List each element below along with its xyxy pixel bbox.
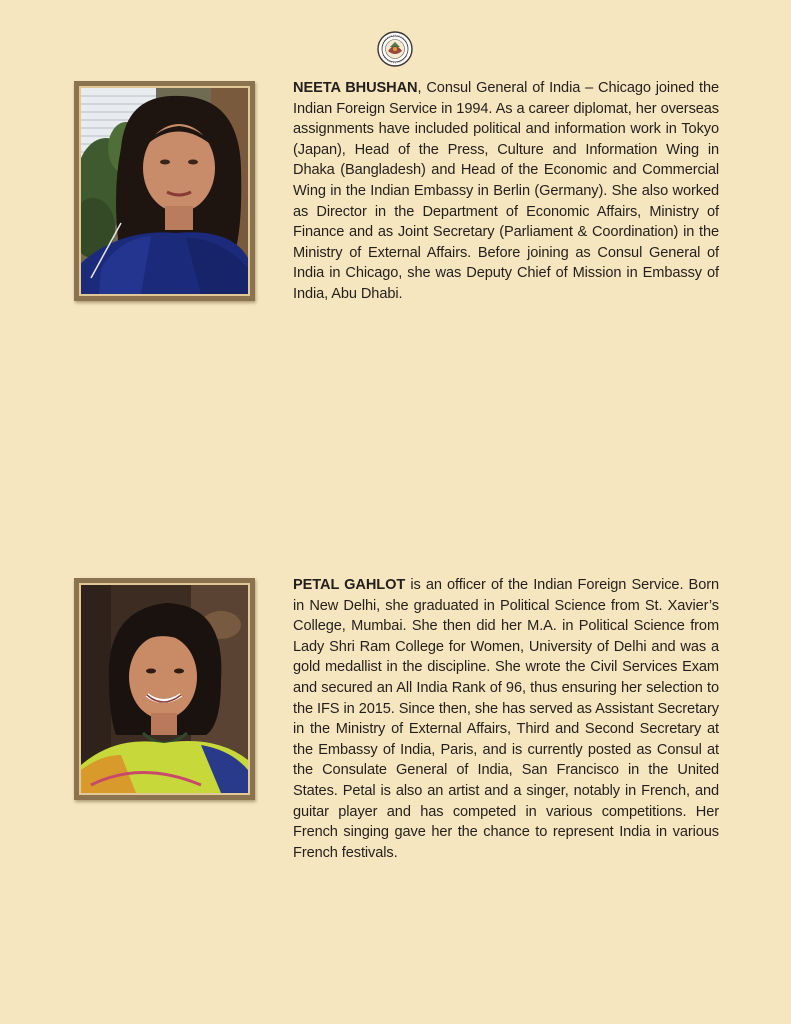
portrait-photo-inner — [79, 86, 250, 296]
bio-name: PETAL GAHLOT — [293, 577, 406, 593]
portrait-photo-neeta-bhushan — [74, 81, 255, 301]
bio-paragraph-petal-gahlot — [293, 575, 719, 863]
portrait-photo-petal-gahlot — [74, 578, 255, 800]
portrait-illustration — [81, 88, 248, 294]
bio-text: is an officer of the Indian Foreign Service. Born in New Delhi, she graduated in Political Science from St. Xavier’s College, Mumbai. She then did her M.A. in Political Science from Lady Shri Ram College for Women, University of Delhi and was a gold medallist in the discipline. She wrote the Civil Services Exam and secured an All India Rank of 96, thus ensuring her selection to the IFS in 2015. Since then, she has served as Assistant Secretary in the Ministry of External Affairs, Third and Second Secretary at the Embassy of India, Paris, and is currently posted as Consul at the Consulate General of India, San Francisco in the United States. Petal is also an artist and a singer, notably in French, and guitar player and has competed in various competitions. Her French singing gave her the chance to represent India in various French festivals. — [293, 577, 719, 861]
emblem-seal-icon — [377, 31, 413, 67]
portrait-photo-inner — [79, 583, 250, 795]
bio-name: NEETA BHUSHAN — [293, 80, 418, 96]
portrait-illustration — [81, 585, 248, 793]
bio-text: , Consul General of India – Chicago joined the Indian Foreign Service in 1994. As a career diplomat, her overseas assignments have included political and information work in Tokyo (Japan), Head of the Press, Culture and Information Wing in Dhaka (Bangladesh) and Head of the Economic and Commercial Wing in the Indian Embassy in Berlin (Germany). She also worked as Director in the Department of Economic Affairs, Ministry of Finance and as Joint Secretary (Parliament & Coordination) in the Ministry of External Affairs. Before joining as Consul General of India in Chicago, she was Deputy Chief of Mission in Embassy of India, Abu Dhabi. — [293, 80, 720, 302]
bio-paragraph-neeta-bhushan — [293, 78, 719, 305]
